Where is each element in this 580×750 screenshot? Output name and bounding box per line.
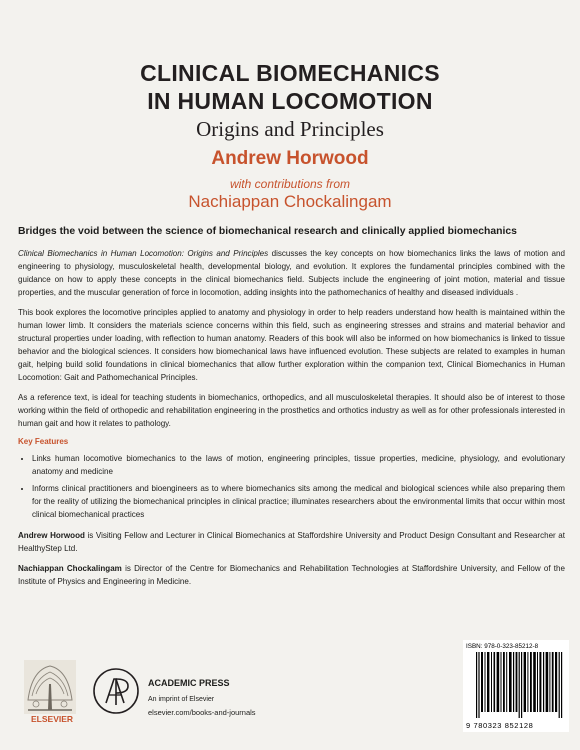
author-name: Andrew Horwood [211,148,369,169]
elsevier-wordmark: ELSEVIER [31,714,74,724]
contributions-label: with contributions from [229,177,351,191]
list-item: • Links human locomotive biomechanics to the laws of motion, engineering principles, tissue properties, medicine, physiology, and evolutionary anatomy and medicine [32,452,565,478]
book-subtitle: Origins and Principles [196,117,384,141]
headline: Bridges the void between the science of biomechanical research and clinically applied biomechanics [18,226,517,237]
paragraph-1-text: discusses the key concepts on how biomechanics links the laws of motion and engineering to physiology, musculoskeletal health, developmental biology, and evolution. It explores the fundamental principles combined with the guidance on how to apply these concepts in the clinical biomechanics field. Subjects include the engineering of joint motion, material and tissue properties, and the muscular generation of force in locomotion, adding insights into the pathomechanics of healthy and diseased individuals . [18,249,565,297]
author-bio-1 [18,529,565,555]
author-bio-2 [18,562,565,588]
publisher-name: ACADEMIC PRESS [148,678,230,688]
bio-name: Andrew Horwood [18,531,85,540]
academic-press-logo [92,667,140,715]
isbn-text: ISBN: 978-0-323-85212-8 [466,643,539,650]
paragraph-1 [18,247,565,299]
contributor-name: Nachiappan Chockalingam [188,192,392,211]
elsevier-tree-logo [24,660,76,714]
book-title-italic: Clinical Biomechanics in Human Locomotion: Origins and Principles [18,249,269,258]
publisher-url[interactable]: elsevier.com/books-and-journals [148,708,256,717]
feature-list [18,452,565,521]
book-title-line2: IN HUMAN LOCOMOTION [147,88,433,114]
bio-name: Nachiappan Chockalingam [18,564,122,573]
paragraph-2: This book explores the locomotive principles applied to anatomy and physiology in order to help readers understand how health is maintained within the human lower limb. It considers the materials science concerns within this field, such as engineering stresses and strains and material behavior and structural properties under loading, with reflection to human anatomy. Readers of this book will also be informed on how biomechanics is linked to tissue behavior and the biological sciences. It considers how biomechanical laws have influenced evolution. These subjects are related to examples in human gait, helping build solid foundations in clinical biomechanics that allow further exploration within the companion text, Clinical Biomechanics in Human Locomotion: Gait and Pathomechanical Principles. [18,308,565,382]
list-item: • Informs clinical practitioners and bioengineers as to where biomechanics sits among the medical and biological sciences while also preparing them for the reality of utilizing the biomechanical principles in clinical practice; illuminates researchers about the environmental limits that occur within most clinical biomechanical practices [32,482,565,521]
bio-text: is Director of the Centre for Biomechanics and Rehabilitation Technologies at Staffordshire University, and Fellow of the Institute of Physics and Engineering in Medicine. [18,564,565,586]
key-features-heading: Key Features [18,437,69,446]
imprint-label: An imprint of Elsevier [148,696,215,703]
barcode-icon [476,652,564,718]
paragraph-3: As a reference text, is ideal for teaching students in biomechanics, orthopedics, and all musculoskeletal therapies. It should also be of interest to those working within the field of orthopedic and rehabilitation engineering in the prosthetics and orthotics industry as well as for other professionals interested in human gait and how it relates to pathology. [18,393,565,428]
barcode-number: 9 780323 852128 [466,721,534,730]
book-title-line1: CLINICAL BIOMECHANICS [140,60,440,86]
bio-text: is Visiting Fellow and Lecturer in Clinical Biomechanics at Staffordshire University and Product Design Consultant and Researcher at HealthyStep Ltd. [18,531,565,553]
back-cover-body [18,226,565,595]
